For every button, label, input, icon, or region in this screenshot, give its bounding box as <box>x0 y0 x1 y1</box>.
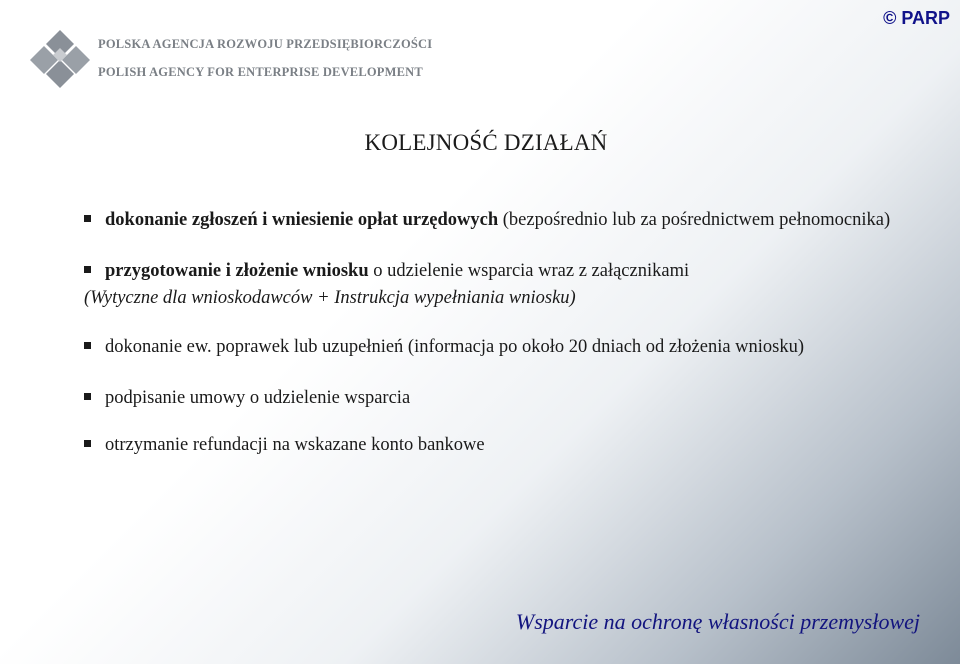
list-item <box>84 258 904 312</box>
list-item <box>84 207 904 234</box>
item-text: o udzielenie wsparcia wraz z załącznikami <box>368 261 690 281</box>
parp-logo-text <box>98 38 432 78</box>
logo-line-polish: POLSKA AGENCJA ROZWOJU PRZEDSIĘBIORCZOŚCI <box>98 37 433 51</box>
list-item <box>84 432 904 459</box>
item-italic-text: (Wytyczne dla wnioskodawców + Instrukcja wypełniania wniosku) <box>84 288 576 308</box>
item-bold-text: dokonanie zgłoszeń i wniesienie opłat urzędowych <box>105 210 499 230</box>
parp-logo <box>26 28 433 88</box>
logo-line-english: POLISH AGENCY FOR ENTERPRISE DEVELOPMENT <box>98 64 423 79</box>
steps-list <box>84 207 904 483</box>
footer-tagline: Wsparcie na ochronę własności przemysłowej <box>515 609 920 634</box>
item-text: podpisanie umowy o udzielenie wsparcia <box>105 388 411 408</box>
item-text: otrzymanie refundacji na wskazane konto bankowe <box>105 435 485 455</box>
item-text: (bezpośrednio lub za pośrednictwem pełnomocnika) <box>498 210 891 230</box>
bullet-icon <box>84 393 91 400</box>
copyright-label: © PARP <box>883 8 950 28</box>
page-title: KOLEJNOŚĆ DZIAŁAŃ <box>364 130 608 155</box>
list-item <box>84 385 904 412</box>
bullet-icon <box>84 266 91 273</box>
bullet-icon <box>84 440 91 447</box>
bullet-icon <box>84 342 91 349</box>
list-item <box>84 334 904 361</box>
item-bold-text: przygotowanie i złożenie wniosku <box>105 261 369 281</box>
item-text: dokonanie ew. poprawek lub uzupełnień (informacja po około 20 dniach od złożenia wniosku) <box>105 337 805 357</box>
bullet-icon <box>84 215 91 222</box>
parp-logo-icon <box>26 28 96 88</box>
